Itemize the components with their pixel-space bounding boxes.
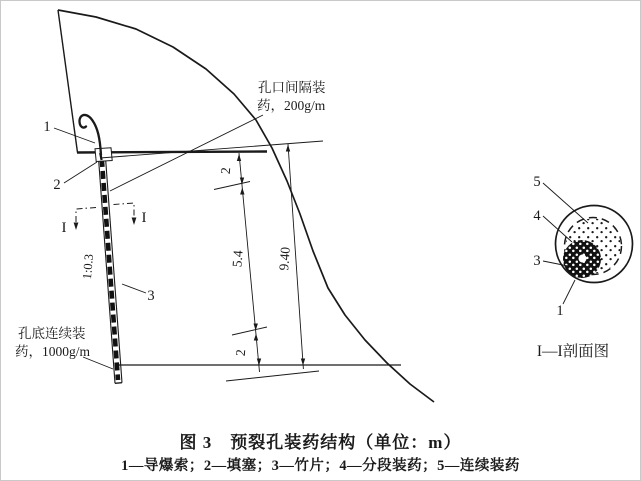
borehole xyxy=(95,148,122,383)
section-label-bamboo-strip: 3 xyxy=(533,253,541,269)
blast-hole-diagram xyxy=(1,1,641,481)
dimension-arrows xyxy=(237,145,305,366)
bottom-charge-note-line2: 药，1000g/m xyxy=(15,344,91,359)
dim-middle-interval: 5.4 xyxy=(229,249,246,268)
cross-section-detail xyxy=(533,174,632,360)
figure-legend: 1—导爆索；2—填塞；3—竹片；4—分段装药；5—连续装药 xyxy=(121,458,520,474)
section-label-continuous-charge: 5 xyxy=(533,174,541,190)
label-detonating-cord: 1 xyxy=(43,119,51,135)
dim-bottom-interval: 2 xyxy=(232,348,249,357)
dim-top-interval: 2 xyxy=(217,166,234,175)
dim-total-depth: 9.40 xyxy=(276,246,293,271)
charge-column xyxy=(102,159,118,380)
label-stemming: 2 xyxy=(53,177,61,193)
section-marker-left: I xyxy=(61,220,67,236)
bottom-charge-note-line1: 孔底连续装 xyxy=(18,326,86,341)
upper-face-line xyxy=(58,10,78,153)
orifice-charge-note-line1: 孔口间隔装 xyxy=(258,80,326,95)
slope-ratio-label: 1:0.3 xyxy=(79,253,97,280)
detonating-cord-core xyxy=(579,255,587,263)
stemming-collar xyxy=(95,148,112,162)
label-bamboo-strip: 3 xyxy=(147,288,155,304)
section-label-interval-charge: 4 xyxy=(533,208,541,224)
section-view-caption: I—I剖面图 xyxy=(536,343,610,360)
section-marker-right: I xyxy=(141,210,147,226)
section-label-detonating-cord: 1 xyxy=(556,303,564,319)
orifice-charge-note-line2: 药，200g/m xyxy=(257,98,326,113)
figure-title: 图 3 预裂孔装药结构（单位：m） xyxy=(179,433,462,452)
